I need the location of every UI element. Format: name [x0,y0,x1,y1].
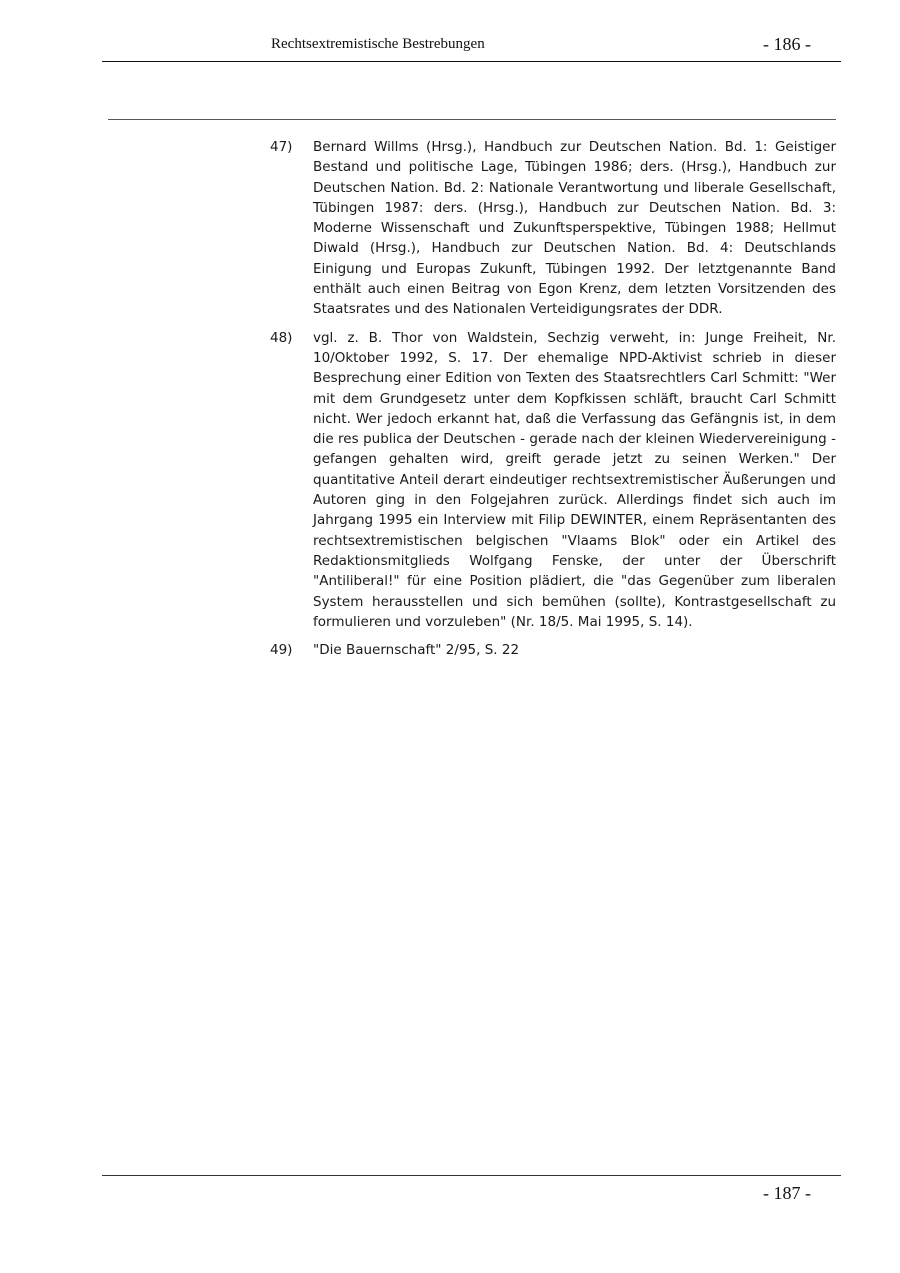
footnote-text: vgl. z. B. Thor von Waldstein, Sechzig verweht, in: Junge Freiheit, Nr. 10/Oktober 1992, S. 17. Der ehemalige NPD-Aktivist schrieb in dieser Besprechung einer Edition von Texten des Staatsrechtlers Carl Schmitt: "Wer mit dem Grundgesetz unter dem Kopfkissen schläft, braucht Carl Schmitt nicht. Wer jedoch erkannt hat, daß die Verfassung das Gefängnis ist, in dem die res publica der Deutschen - gerade nach der kleinen Wiedervereinigung - gefangen gehalten wird, greift gerade jetzt zu seinen Werken." Der quantitative Anteil derart eindeutiger rechtsextremistischer Äußerungen und Autoren ging in den Folgejahren zurück. Allerdings findet sich auch im Jahrgang 1995 ein Interview mit Filip DEWINTER, einem Repräsentanten des rechtsextremistischen belgischen "Vlaams Blok" oder ein Artikel des Redaktionsmitglieds Wolfgang Fenske, der unter der Überschrift "Antiliberal!" für eine Position plädiert, die "das Gegenüber zum liberalen System herausstellen und sich bemühen (sollte), Kontrastgesellschaft zu formulieren und vorzuleben" (Nr. 18/5. Mai 1995, S. 14). [313,329,836,630]
footer-rule [102,1175,841,1176]
header-rule [102,61,841,62]
footnote-text: Bernard Willms (Hrsg.), Handbuch zur Deutschen Nation. Bd. 1: Geistiger Bestand und politische Lage, Tübingen 1986; ders. (Hrsg.), Handbuch zur Deutschen Nation. Bd. 2: Nationale Verantwortung und liberale Gesellschaft, Tübingen 1987: ders. (Hrsg.), Handbuch zur Deutschen Nation. Bd. 3: Moderne Wissenschaft und Zukunftsperspektive, Tübingen 1988; Hellmut Diwald (Hrsg.), Handbuch zur Deutschen Nation. Bd. 4: Deutschlands Einigung und Europas Zukunft, Tübingen 1992. Der letztgenannte Band enthält auch einen Beitrag von Egon Krenz, dem letzten Vorsitzenden des Staatsrates und des Nationalen Verteidigungsrates der DDR. [313,139,836,318]
footnote-number: 49) [270,642,293,659]
footnote-list [270,137,836,668]
footnote-separator [108,119,836,120]
footnote-47 [270,137,836,320]
header-page-number: - 186 - [763,34,811,54]
running-header-title: Rechtsextremistische Bestrebungen [271,36,485,52]
footnote-number: 47) [270,139,293,155]
footnote-number: 48) [270,329,293,346]
footnote-48 [270,328,836,632]
footnote-text: "Die Bauernschaft" 2/95, S. 22 [313,642,520,659]
footnote-49 [270,640,836,660]
footer-page-number: - 187 - [763,1183,811,1203]
